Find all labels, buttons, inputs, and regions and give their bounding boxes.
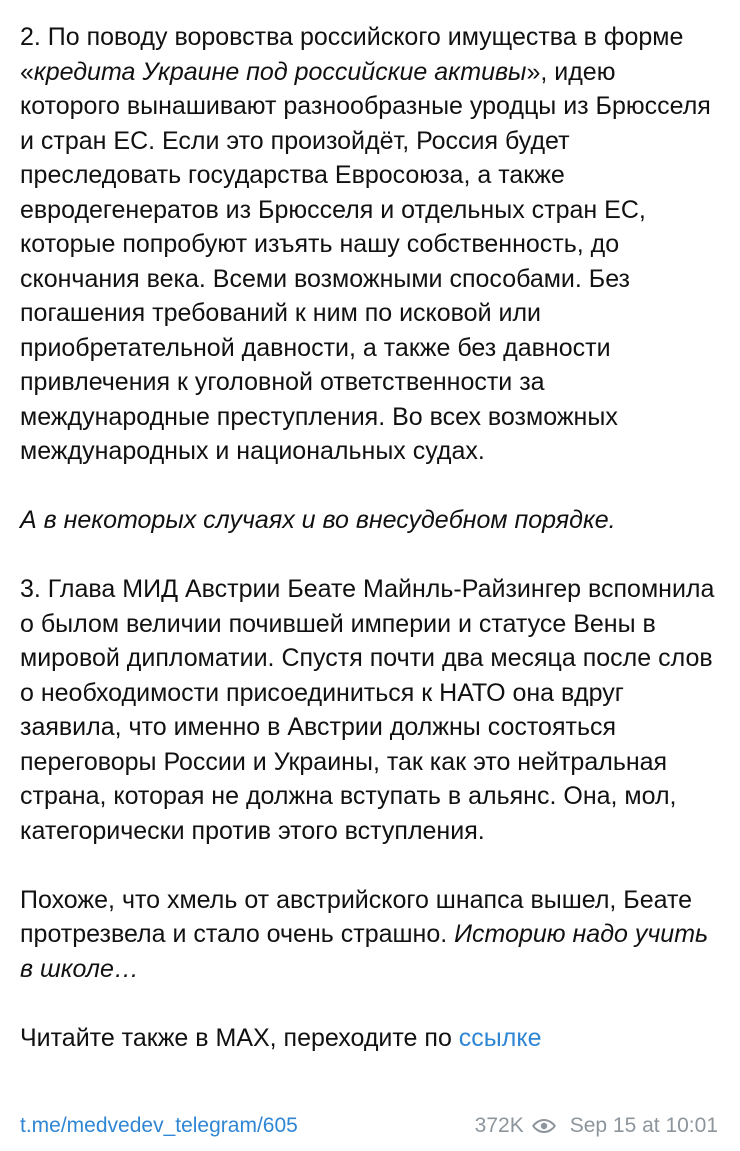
paragraph-5 (20, 1021, 720, 1056)
paragraph-2-text-a: 2. По поводу воровства российского имущества в форме « (20, 23, 684, 86)
post-timestamp: Sep 15 at 10:01 (569, 1114, 718, 1137)
paragraph-3: 3. Глава МИД Австрии Беате Майнль-Райзингер вспомнила о былом величии почившей империи и статусе Вены в мировой дипломатии. Спустя почти два месяца после слов о необходимости присоединиться к НАТО она вдруг заявила, что именно в Австрии должны состояться переговоры России и Украины, так как это нейтральная страна, которая не должна вступать в альянс. Она, мол, категорически против этого вступления. (20, 575, 715, 845)
post-footer (20, 1106, 718, 1146)
paragraph-4 (20, 883, 720, 987)
paragraph-5-text: Читайте также в MAX, переходите по (20, 1023, 459, 1052)
max-link[interactable]: ссылке (458, 1023, 542, 1052)
paragraph-2 (20, 20, 720, 469)
paragraph-4-italic: Историю надо учить в школе… (20, 920, 709, 983)
paragraph-2-italic-line: А в некоторых случаях и во внесудебном порядке. (20, 506, 616, 534)
channel-post-link[interactable]: t.me/medvedev_telegram/605 (20, 1114, 298, 1137)
paragraph-4-text: Похоже, что хмель от австрийского шнапса вышел, Беате протрезвела и стало очень страшно. (20, 885, 693, 948)
eye-icon (532, 1118, 556, 1134)
views-count: 372K (474, 1114, 524, 1137)
paragraph-2-text-c: », идею которого вынашивают разнообразные уродцы из Брюсселя и стран ЕС. Если это произойдёт, Россия будет преследовать государства Евросоюза, а также евродегенератов из Брюсселя и отдельных стран ЕС, которые попробуют изъять нашу собственность, до скончания века. Всеми возможными способами. Без погашения требований к ним по исковой или приобретательной давности, а также без давности привлечения к уголовной ответственности за международные преступления. Во всех возможных международных и национальных судах. (20, 57, 711, 465)
post-meta (475, 1114, 718, 1138)
paragraph-2-italic-phrase: кредита Украине под российские активы (33, 57, 527, 86)
